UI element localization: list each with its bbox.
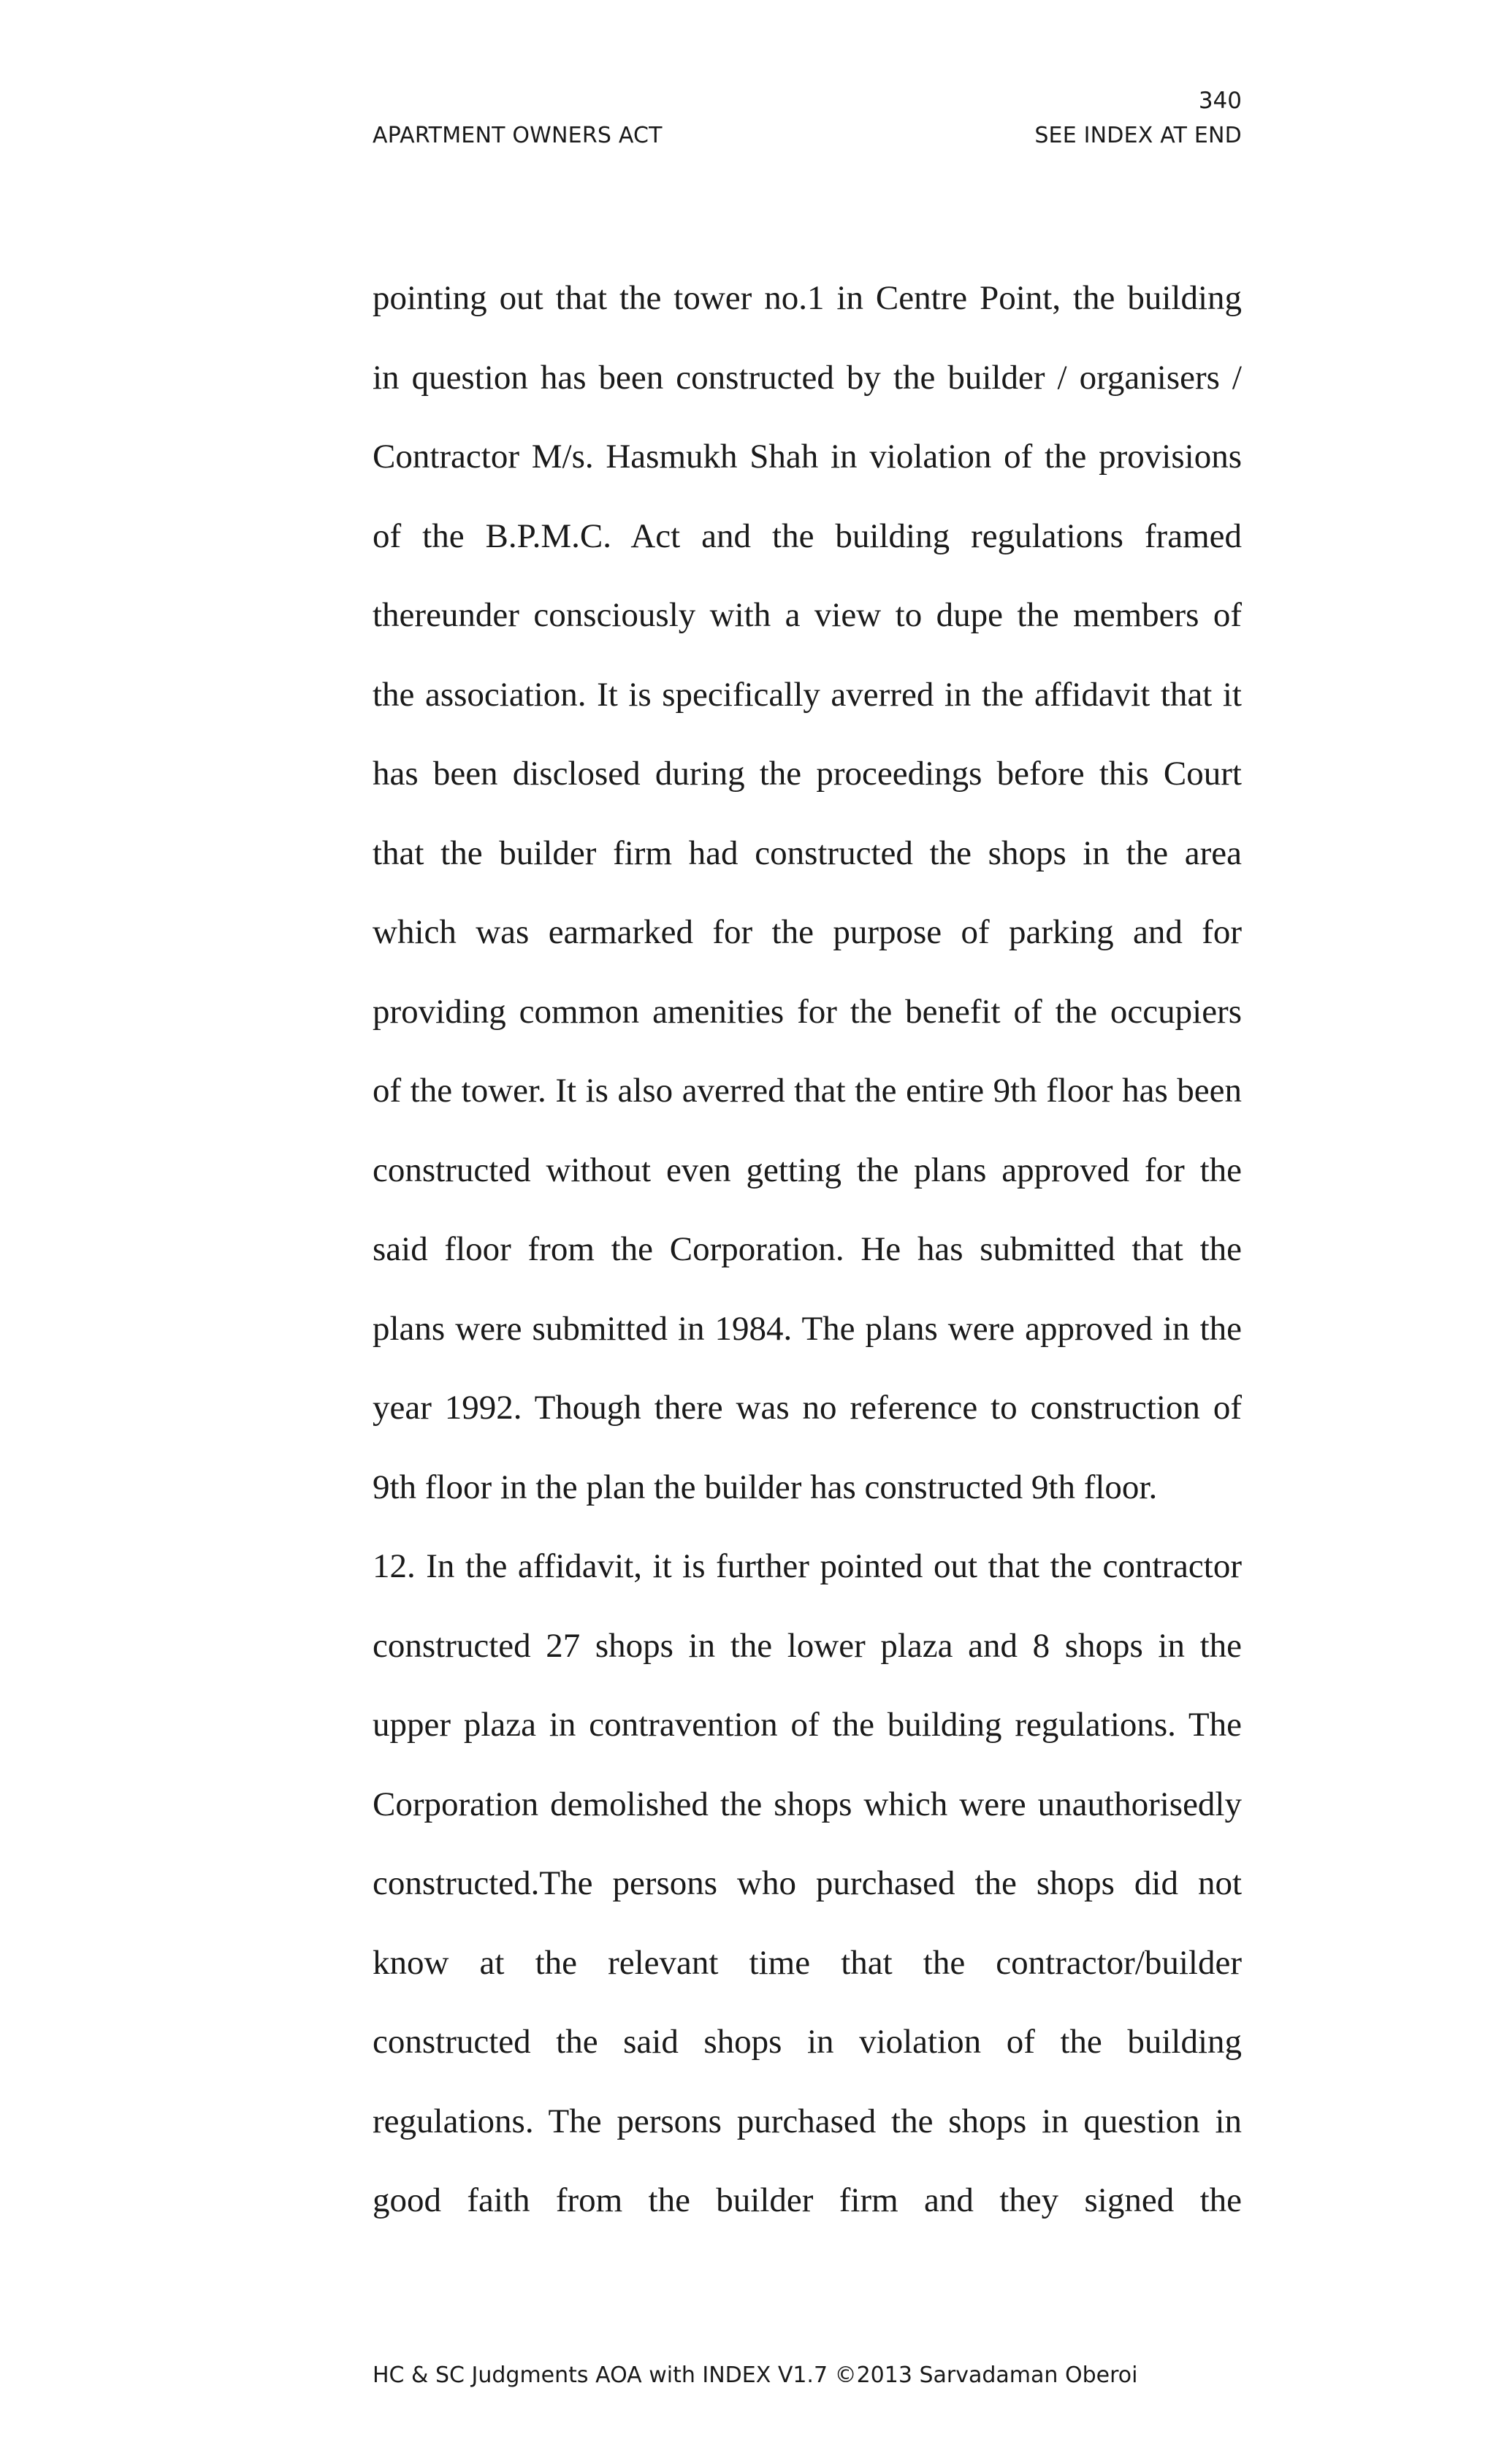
text-line: pointing out that the tower no.1 in Centre Point, the building [373,279,1242,317]
text-line: plans were submitted in 1984. The plans were approved in the [373,1309,1242,1348]
text-line: that the builder firm had constructed the shops in the area [373,834,1242,872]
text-line: constructed without even getting the plans approved for the [373,1151,1242,1189]
text-line: know at the relevant time that the contractor/builder [373,1943,1242,1982]
text-line: good faith from the builder firm and they signed the [373,2181,1242,2219]
text-line: upper plaza in contravention of the building regulations. The [373,1706,1242,1744]
text-line: Contractor M/s. Hasmukh Shah in violation of the provisions [373,438,1242,476]
text-line: constructed 27 shops in the lower plaza and 8 shops in the [373,1626,1242,1665]
text-line: constructed the said shops in violation of the building [373,2023,1242,2061]
text-line: thereunder consciously with a view to dupe the members of [373,596,1242,634]
text-line: of the B.P.M.C. Act and the building regulations framed [373,516,1242,555]
text-line: in question has been constructed by the builder / organisers / [373,358,1242,397]
text-line: providing common amenities for the benefit of the occupiers [373,992,1242,1031]
header-index-note: SEE INDEX AT END [1034,123,1242,148]
text-line: Corporation demolished the shops which were unauthorisedly [373,1785,1242,1823]
text-line: year 1992. Though there was no reference to construction of [373,1389,1242,1427]
text-line: said floor from the Corporation. He has submitted that the [373,1230,1242,1268]
text-line: 12. In the affidavit, it is further pointed out that the contractor [373,1547,1242,1585]
text-line: the association. It is specifically averred in the affidavit that it [373,675,1242,714]
page-footer: HC & SC Judgments AOA with INDEX V1.7 ©2013 Sarvadaman Oberoi [373,2362,1138,2388]
text-line: of the tower. It is also averred that the entire 9th floor has been [373,1072,1242,1110]
page-number: 340 [1198,88,1242,114]
header-title: APARTMENT OWNERS ACT [373,123,663,148]
text-line: which was earmarked for the purpose of parking and for [373,913,1242,951]
running-header [373,121,1242,150]
text-line: regulations. The persons purchased the shops in question in [373,2102,1242,2140]
text-line: 9th floor in the plan the builder has constructed 9th floor. [373,1468,1158,1506]
text-line: has been disclosed during the proceedings before this Court [373,755,1242,793]
judgment-body [373,259,1242,2240]
text-line: constructed.The persons who purchased the shops did not [373,1864,1242,1902]
